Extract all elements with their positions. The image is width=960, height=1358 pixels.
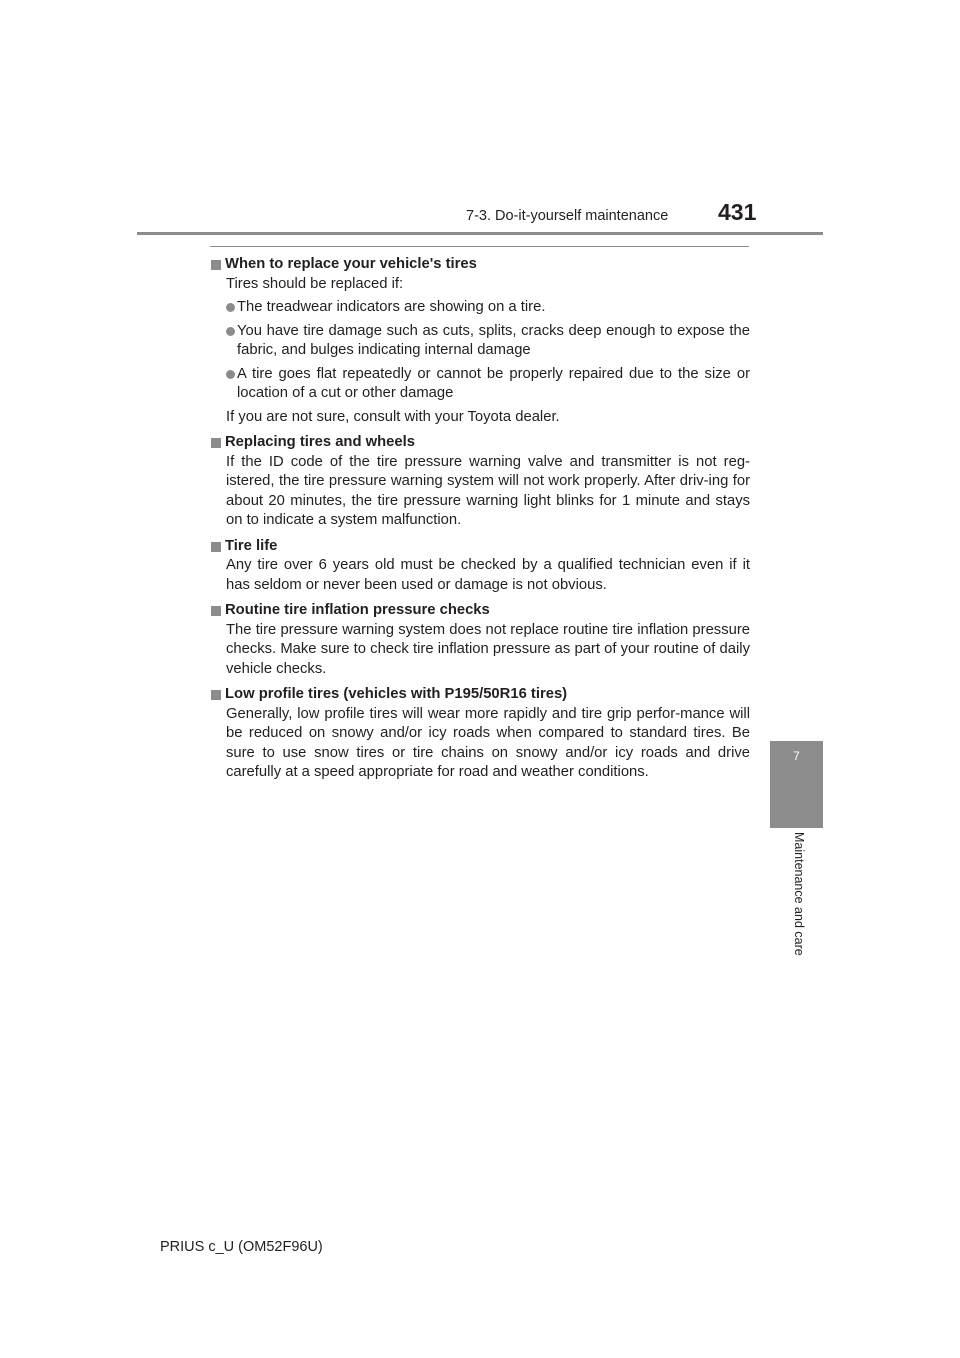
section-tire-life — [210, 537, 750, 596]
page-number: 431 — [718, 199, 757, 225]
chapter-tab — [770, 741, 823, 828]
chapter-number: 7 — [793, 749, 800, 763]
section-low-profile-tires — [210, 685, 750, 783]
section-intro: Tires should be replaced if: — [226, 275, 404, 292]
section-inflation-checks — [210, 601, 750, 679]
square-bullet-icon — [211, 438, 221, 448]
section-body: Generally, low profile tires will wear more rapidly and tire grip perfor-mance will be reduced on snowy and/or icy roads when compared to standard tires. Be sure to use snow tires or tire chains on snowy and/or icy roads and drive carefully at a speed appropriate for road and weather conditions. — [226, 705, 750, 780]
square-bullet-icon — [211, 606, 221, 616]
content-divider — [210, 246, 749, 247]
circle-bullet-icon — [226, 370, 235, 379]
heading-text: Low profile tires (vehicles with P195/50R16 tires) — [225, 686, 568, 702]
section-heading — [210, 685, 750, 705]
page-content — [210, 255, 750, 789]
header-section-title: 7-3. Do-it-yourself maintenance — [466, 208, 669, 224]
section-body: If the ID code of the tire pressure warning valve and transmitter is not reg-istered, the tire pressure warning system will not work properly. After driv-ing for about 20 minutes, the tire pressure warning light blinks for 1 minute and stays on to indicate a system malfunction. — [226, 453, 750, 528]
square-bullet-icon — [211, 542, 221, 552]
list-item-text: You have tire damage such as cuts, splits, cracks deep enough to expose the fabric, and bulges indicating internal damage — [237, 322, 750, 358]
list-item — [226, 322, 750, 361]
heading-text: Routine tire inflation pressure checks — [225, 602, 490, 618]
section-heading — [210, 433, 750, 453]
footer-model-code: PRIUS c_U (OM52F96U) — [160, 1239, 323, 1255]
heading-text: When to replace your vehicle's tires — [225, 256, 477, 272]
section-body: Any tire over 6 years old must be checked by a qualified technician even if it has seldom or never been used or damage is not obvious. — [226, 557, 750, 593]
list-item-text: The treadwear indicators are showing on a tire. — [237, 299, 546, 315]
section-outro: If you are not sure, consult with your Toyota dealer. — [226, 408, 560, 425]
header-divider — [137, 232, 823, 235]
chapter-title: Maintenance and care — [792, 832, 806, 956]
section-when-to-replace — [210, 255, 750, 427]
circle-bullet-icon — [226, 327, 235, 336]
circle-bullet-icon — [226, 303, 235, 312]
section-heading — [210, 255, 750, 275]
heading-text: Tire life — [225, 537, 278, 554]
list-item — [226, 365, 750, 404]
section-heading — [210, 537, 750, 557]
bullet-list — [226, 298, 750, 404]
section-body: The tire pressure warning system does not replace routine tire inflation pressure checks. Make sure to check tire inflation pressure as part of your routine of daily vehicle checks. — [226, 621, 750, 677]
heading-text: Replacing tires and wheels — [225, 434, 415, 450]
square-bullet-icon — [211, 260, 221, 270]
list-item-text: A tire goes flat repeatedly or cannot be properly repaired due to the size or location of a cut or other damage — [237, 365, 750, 401]
section-heading — [210, 601, 750, 621]
square-bullet-icon — [211, 690, 221, 700]
section-replacing-tires — [210, 433, 750, 531]
list-item — [226, 298, 750, 318]
